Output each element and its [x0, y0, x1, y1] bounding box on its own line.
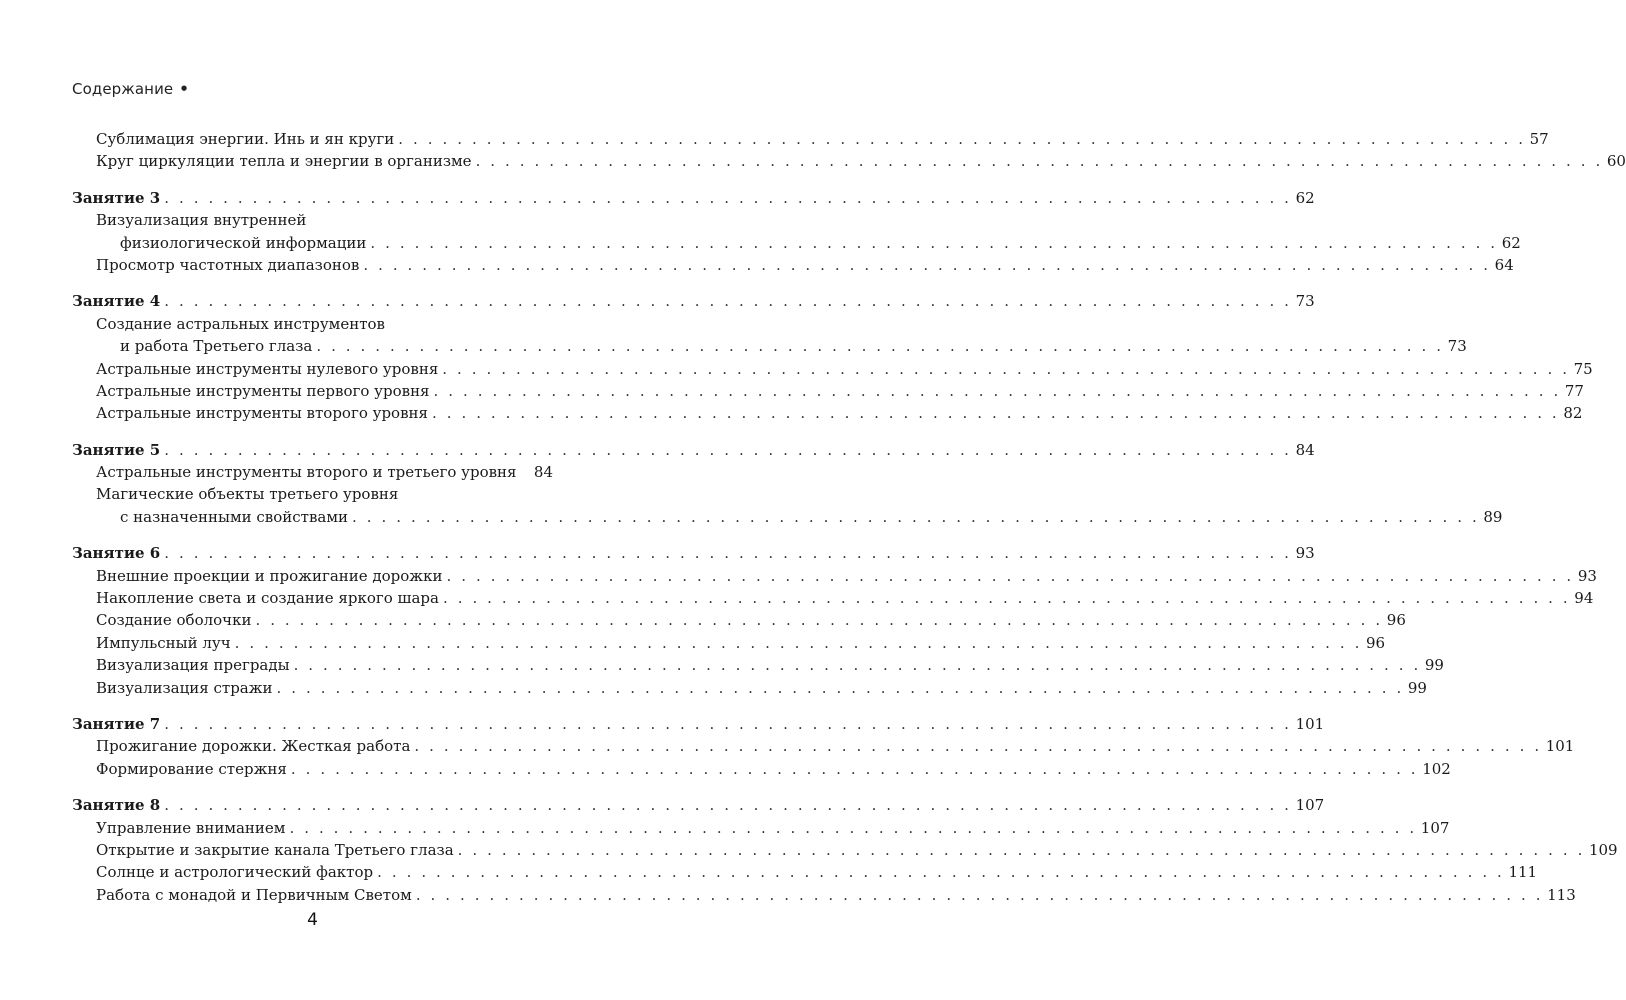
toc-entry-page: 64 — [1494, 255, 1514, 274]
toc-block-lesson-7 — [72, 713, 1575, 780]
toc-lesson-heading — [72, 713, 1325, 735]
toc-lesson-heading — [72, 290, 1315, 312]
toc-entry-title: Астральные инструменты нулевого уровня — [96, 359, 439, 378]
toc-entry-title: Работа с монадой и Первичным Светом — [96, 885, 412, 904]
toc-entry-page: 107 — [1420, 818, 1450, 837]
toc-lesson-heading — [72, 187, 1315, 209]
toc-entry-page: 57 — [1529, 130, 1549, 148]
toc-entry-page: 77 — [1564, 381, 1584, 400]
toc-lesson-title: Занятие 4 — [72, 292, 161, 311]
toc-entry-title-line1: Визуализация внутренней — [96, 211, 307, 230]
toc-entry-title: Астральные инструменты первого уровня — [96, 381, 430, 400]
dot-leader: . . . . . . . . . . . . . . . . . . . . . . . . . . . . . . . . . . . . . . . . . . . . . . . . . . . . . . . . . . . . . . . . . . . . . . . . . . . . . — [289, 818, 1417, 837]
dot-leader: . . . . . . . . . . . . . . . . . . . . . . . . . . . . . . . . . . . . . . . . . . . . . . . . . . . . . . . . . . . . . . . . . . . . . . . . . . . . . — [414, 737, 1542, 756]
dot-leader: . . . . . . . . . . . . . . . . . . . . . . . . . . . . . . . . . . . . . . . . . . . . . . . . . . . . . . . . . . . . . . . . . . . . . . . . . . . . . — [164, 440, 1292, 459]
toc-entry-page: 75 — [1573, 359, 1593, 378]
toc-entry-page: 94 — [1574, 589, 1594, 608]
toc-lesson-page: 62 — [1295, 188, 1315, 207]
dot-leader: . . . . . . . . . . . . . . . . . . . . . . . . . . . . . . . . . . . . . . . . . . . . . . . . . . . . . . . . . . . . . . . . . . . . . . . . . . . . . — [370, 233, 1498, 252]
toc-lesson-title: Занятие 6 — [72, 544, 161, 563]
toc-block-lesson-8 — [72, 794, 1618, 906]
dot-leader: . . . . . . . . . . . . . . . . . . . . . . . . . . . . . . . . . . . . . . . . . . . . . . . . . . . . . . . . . . . . . . . . . . . . . . . . . . . . . — [290, 759, 1419, 778]
toc-entry-page: 113 — [1547, 885, 1576, 904]
toc-entry — [72, 358, 1593, 380]
running-header — [72, 80, 189, 98]
toc-entry-page: 62 — [1501, 233, 1521, 252]
toc-entry-title: Визуализация стражи — [96, 678, 273, 697]
toc-entry-title: Управление вниманием — [96, 818, 286, 837]
toc-lesson-heading — [72, 542, 1315, 564]
dot-leader: . . . . . . . . . . . . . . . . . . . . . . . . . . . . . . . . . . . . . . . . . . . . . . . . . . . . . . . . . . . . . . . . . . . . . . . . . . . . . — [431, 404, 1560, 423]
toc-entry-page: 101 — [1545, 737, 1575, 756]
dot-leader: . . . . . . . . . . . . . . . . . . . . . . . . . . . . . . . . . . . . . . . . . . . . . . . . . . . . . . . . . . . . . . . . . . . . . . . . . . . . . — [475, 152, 1603, 171]
toc-lesson-title: Занятие 8 — [72, 796, 161, 815]
toc-entry-page: 89 — [1483, 507, 1503, 526]
dot-leader: . . . . . . . . . . . . . . . . . . . . . . . . . . . . . . . . . . . . . . . . . . . . . . . . . . . . . . . . . . . . . . . . . . . . . . . . . . . . . — [164, 292, 1292, 311]
toc-block-lesson-3 — [72, 187, 1521, 277]
toc-entry — [72, 254, 1514, 276]
dot-leader: . . . . . . . . . . . . . . . . . . . . . . . . . . . . . . . . . . . . . . . . . . . . . . . . . . . . . . . . . . . . . . . . . . . . . . . . . . . . . — [164, 714, 1292, 733]
toc-entry — [72, 402, 1583, 424]
dot-leader: . . . . . . . . . . . . . . . . . . . . . . . . . . . . . . . . . . . . . . . . . . . . . . . . . . . . . . . . . . . . . . . . . . . . . . . . . . . . . — [398, 130, 1526, 148]
toc-entry — [72, 232, 1521, 254]
toc-entry-title: Сублимация энергии. Инь и ян круги — [96, 130, 395, 148]
toc-entry-title: Круг циркуляции тепла и энергии в организме — [96, 152, 472, 171]
toc-lesson-title: Занятие 7 — [72, 714, 161, 733]
toc-entry — [72, 861, 1538, 883]
toc-block-lesson-5 — [72, 439, 1503, 529]
toc-entry-page: 109 — [1588, 840, 1618, 859]
toc-entry-page: 84 — [533, 463, 553, 482]
toc-lesson-page: 84 — [1295, 440, 1315, 459]
toc-entry-title: Импульсный луч — [96, 633, 231, 652]
toc-entry-title: Солнце и астрологический фактор — [96, 863, 374, 882]
toc-entry-title: Просмотр частотных диапазонов — [96, 255, 360, 274]
dot-leader: . . . . . . . . . . . . . . . . . . . . . . . . . . . . . . . . . . . . . . . . . . . . . . . . . . . . . . . . . . . . . . . . . . . . . . . . . . . . . — [276, 678, 1404, 697]
table-of-contents — [72, 128, 1626, 920]
dot-leader: . . . . . . . . . . . . . . . . . . . . . . . . . . . . . . . . . . . . . . . . . . . . . . . . . . . . . . . . . . . . . . . . . . . . . . . . . . . . . — [363, 255, 1491, 274]
dot-leader: . . . . . . . . . . . . . . . . . . . . . . . . . . . . . . . . . . . . . . . . . . . . . . . . . . . . . . . . . . . . . . . . . . . . . . . . . . . . . — [316, 337, 1444, 356]
dot-leader: . . . . . . . . . . . . . . . . . . . . . . . . . . . . . . . . . . . . . . . . . . . . . . . . . . . . . . . . . . . . . . . . . . . . . . . . . . . . . — [446, 566, 1574, 585]
toc-block-lesson-4 — [72, 290, 1593, 424]
toc-entry — [72, 335, 1467, 357]
toc-entry-page: 99 — [1424, 656, 1444, 675]
toc-entry — [72, 758, 1451, 780]
dot-leader: . . . . . . . . . . . . . . . . . . . . . . . . . . . . . . . . . . . . . . . . . . . . . . . . . . . . . . . . . . . . . . . . . . . . . . . . . . . . . — [164, 188, 1292, 207]
toc-entry-title-line2: с назначенными свойствами — [120, 507, 349, 526]
toc-entry-title: Накопление света и создание яркого шара — [96, 589, 439, 608]
dot-leader: . . . . . . . . . . . . . . . . . . . . . . . . . . . . . . . . . . . . . . . . . . . . . . . . . . . . . . . . . . . . . . . . . . . . . . . . . . . . . — [234, 633, 1362, 652]
dot-leader: . . . . . . . . . . . . . . . . . . . . . . . . . . . . . . . . . . . . . . . . . . . . . . . . . . . . . . . . . . . . . . . . . . . . . . . . . . . . . — [415, 885, 1544, 904]
toc-entry — [72, 817, 1450, 839]
toc-lesson-heading — [72, 794, 1325, 816]
dot-leader: . . . . . . . . . . . . . . . . . . . . . . . . . . . . . . . . . . . . . . . . . . . . . . . . . . . . . . . . . . . . . . . . . . . . . . . . . . . . . — [293, 656, 1421, 675]
dot-leader: . . . . . . . . . . . . . . . . . . . . . . . . . . . . . . . . . . . . . . . . . . . . . . . . . . . . . . . . . . . . . . . . . . . . . . . . . . . . . — [457, 840, 1585, 859]
toc-lesson-title: Занятие 5 — [72, 440, 161, 459]
toc-entry-title-line2: и работа Третьего глаза — [120, 337, 313, 356]
toc-lesson-page: 73 — [1295, 292, 1315, 311]
toc-entry — [72, 128, 1549, 150]
toc-entry-title: Открытие и закрытие канала Третьего глаза — [96, 840, 454, 859]
dot-leader: . . . . . . . . . . . . . . . . . . . . . . . . . . . . . . . . . . . . . . . . . . . . . . . . . . . . . . . . . . . . . . . . . . . . . . . . . . . . . — [442, 589, 1571, 608]
toc-entry-title: Визуализация преграды — [96, 656, 290, 675]
toc-entry-title-line1: Создание астральных инструментов — [96, 314, 385, 333]
toc-entry-page: 73 — [1447, 337, 1467, 356]
toc-entry — [72, 654, 1444, 676]
dot-leader: . . . . . . . . . . . . . . . . . . . . . . . . . . . . . . . . . . . . . . . . . . . . . . . . . . . . . . . . . . . . . . . . . . . . . . . . . . . . . — [442, 359, 1570, 378]
toc-lesson-title: Занятие 3 — [72, 188, 161, 207]
toc-entry — [72, 677, 1427, 699]
toc-entry-title: Астральные инструменты второго уровня — [96, 404, 428, 423]
toc-lesson-heading — [72, 439, 1315, 461]
toc-entry — [72, 150, 1626, 172]
dot-leader: . . . . . . . . . . . . . . . . . . . . . . . . . . . . . . . . . . . . . . . . . . . . . . . . . . . . . . . . . . . . . . . . . . . . . . . . . . . . . — [255, 611, 1383, 630]
dot-leader: . . . . . . . . . . . . . . . . . . . . . . . . . . . . . . . . . . . . . . . . . . . . . . . . . . . . . . . . . . . . . . . . . . . . . . . . . . . . . — [164, 796, 1292, 815]
toc-entry-page: 93 — [1577, 566, 1597, 585]
toc-block-intro — [72, 128, 1626, 173]
dot-leader: . . . . . . . . . . . . . . . . . . . . . . . . . . . . . . . . . . . . . . . . . . . . . . . . . . . . . . . . . . . . . . . . . . . . . . . . . . . . . — [352, 507, 1480, 526]
toc-entry-title: Создание оболочки — [96, 611, 252, 630]
toc-entry — [72, 565, 1597, 587]
toc-entry-page: 82 — [1563, 404, 1583, 423]
toc-entry-page: 60 — [1606, 152, 1626, 171]
toc-entry-title: Формирование стержня — [96, 759, 287, 778]
header-bullet: • — [179, 80, 189, 98]
toc-block-lesson-6 — [72, 542, 1597, 699]
toc-lesson-page: 107 — [1295, 796, 1325, 815]
toc-entry — [72, 884, 1576, 906]
toc-entry — [72, 632, 1386, 654]
toc-entry-title-line1: Магические объекты третьего уровня — [96, 485, 399, 504]
toc-entry — [72, 380, 1584, 402]
toc-entry — [72, 506, 1503, 528]
toc-entry-page: 111 — [1508, 863, 1538, 882]
toc-lesson-page: 93 — [1295, 544, 1315, 563]
toc-entry-page: 96 — [1386, 611, 1406, 630]
toc-entry-page: 96 — [1365, 633, 1386, 652]
toc-entry-title: Прожигание дорожки. Жесткая работа — [96, 737, 411, 756]
toc-entry-page: 102 — [1422, 759, 1451, 778]
dot-leader: . . . . . . . . . . . . . . . . . . . . . . . . . . . . . . . . . . . . . . . . . . . . . . . . . . . . . . . . . . . . . . . . . . . . . . . . . . . . . — [433, 381, 1561, 400]
header-title: Содержание — [72, 80, 174, 98]
dot-leader: . . . . . . . . . . . . . . . . . . . . . . . . . . . . . . . . . . . . . . . . . . . . . . . . . . . . . . . . . . . . . . . . . . . . . . . . . . . . . — [377, 863, 1505, 882]
toc-entry-title: Астральные инструменты второго и третьего уровня — [96, 463, 517, 482]
toc-entry — [72, 735, 1575, 757]
dot-leader: . . . . . . . . . . . . . . . . . . . . . . . . . . . . . . . . . . . . . . . . . . . . . . . . . . . . . . . . . . . . . . . . . . . . . . . . . . . . . — [164, 544, 1292, 563]
page-number: 4 — [307, 910, 318, 930]
toc-entry — [72, 839, 1618, 861]
toc-entry-page: 99 — [1407, 678, 1427, 697]
toc-entry — [72, 587, 1594, 609]
toc-entry-title-line2: физиологической информации — [120, 233, 367, 252]
toc-lesson-page: 101 — [1295, 714, 1325, 733]
toc-entry — [72, 461, 553, 483]
toc-entry — [72, 609, 1406, 631]
toc-entry-title: Внешние проекции и прожигание дорожки — [96, 566, 443, 585]
